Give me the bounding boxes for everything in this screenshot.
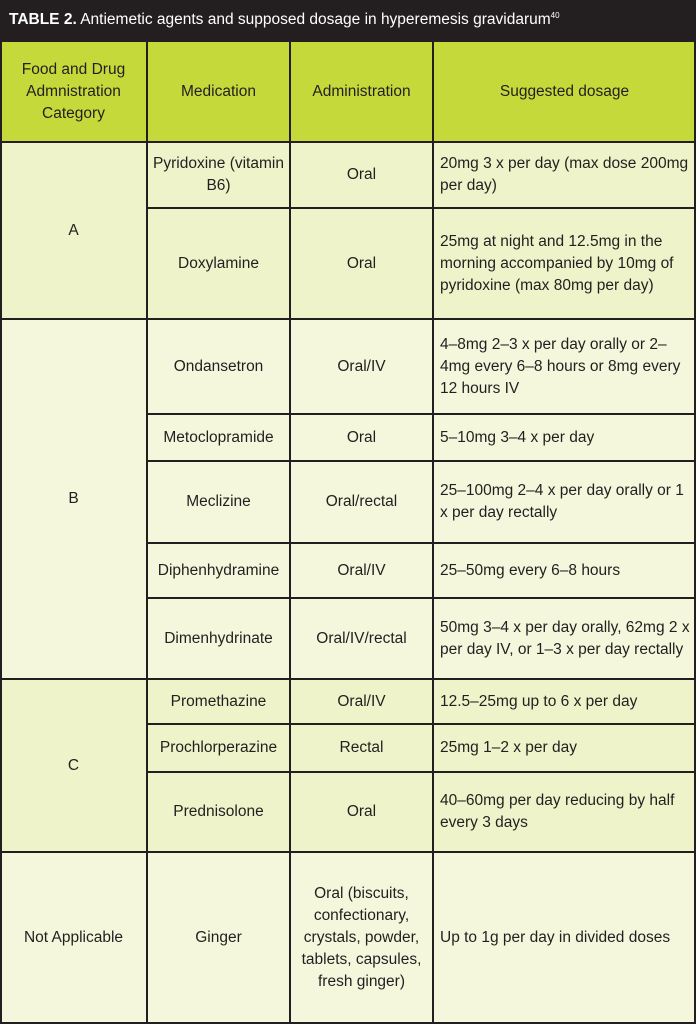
header-category: Food and Drug Admnistration Category	[0, 42, 147, 142]
header-suggested-dosage: Suggested dosage	[433, 42, 696, 142]
dosage-cell: 25mg 1–2 x per day	[440, 739, 578, 756]
header-administration: Administration	[290, 42, 433, 142]
medication-cell: Prochlorperazine	[159, 739, 278, 756]
dosage-cell: 5–10mg 3–4 x per day	[440, 428, 595, 446]
administration-cell: Oral/rectal	[325, 493, 398, 510]
column-divider	[289, 42, 291, 1024]
header-divider	[0, 141, 696, 143]
administration-cell: Oral	[346, 166, 377, 183]
category-divider	[0, 318, 696, 320]
medication-cell: Doxylamine	[178, 254, 259, 272]
dosage-table	[0, 42, 696, 1024]
medication-cell: Ginger	[195, 929, 242, 946]
table-title	[0, 0, 696, 42]
category-cell: A	[68, 221, 79, 239]
column-divider	[0, 42, 2, 1024]
administration-cell: Oral	[346, 428, 377, 446]
administration-cell: Oral	[346, 254, 377, 272]
medication-cell: Pyridoxine (vitamin B6)	[153, 155, 284, 194]
dosage-cell: 25–100mg 2–4 x per day orally or 1 x per day rectally	[440, 482, 684, 521]
dosage-cell: 25–50mg every 6–8 hours	[440, 561, 621, 579]
category-divider	[0, 678, 696, 680]
row-divider	[147, 413, 696, 415]
column-divider	[432, 42, 434, 1024]
medication-cell: Prednisolone	[173, 803, 264, 820]
dosage-cell: 4–8mg 2–3 x per day orally or 2–4mg every 6–8 hours or 8mg every 12 hours IV	[440, 335, 681, 397]
row-divider	[147, 460, 696, 462]
administration-cell: Oral (biscuits, confectionary, crystals, powder, tablets, capsules, fresh ginger)	[301, 885, 422, 990]
category-cell: Not Applicable	[23, 929, 124, 946]
administration-cell: Rectal	[339, 739, 384, 756]
row-divider	[147, 542, 696, 544]
row-divider	[147, 723, 696, 725]
administration-cell: Oral/IV	[337, 357, 386, 375]
dosage-cell: 25mg at night and 12.5mg in the morning accompanied by 10mg of pyridoxine (max 80mg per day)	[440, 232, 674, 294]
administration-cell: Oral/IV	[337, 692, 386, 710]
dosage-cell: 40–60mg per day reducing by half every 3 days	[440, 792, 675, 831]
category-divider	[0, 851, 696, 853]
medication-cell: Diphenhydramine	[157, 561, 280, 579]
administration-cell: Oral	[346, 803, 377, 820]
dosage-cell: 12.5–25mg up to 6 x per day	[440, 692, 638, 710]
medication-cell: Promethazine	[170, 692, 267, 710]
table-label: TABLE 2.	[9, 11, 77, 29]
dosage-cell: 20mg 3 x per day (max dose 200mg per day)	[440, 155, 689, 194]
administration-cell: Oral/IV/rectal	[316, 629, 407, 647]
category-cell: B	[68, 490, 79, 507]
dosage-cell: Up to 1g per day in divided doses	[440, 929, 671, 946]
table-caption: Antiemetic agents and supposed dosage in hyperemesis gravidarum	[80, 11, 551, 29]
row-divider	[147, 771, 696, 773]
administration-cell: Oral/IV	[337, 561, 386, 579]
category-cell: C	[67, 756, 80, 774]
dosage-cell: 50mg 3–4 x per day orally, 62mg 2 x per day IV, or 1–3 x per day rectally	[440, 618, 690, 658]
header-medication: Medication	[147, 42, 290, 142]
medication-cell: Metoclopramide	[163, 428, 274, 446]
column-divider	[146, 42, 148, 1024]
medication-cell: Ondansetron	[173, 357, 264, 375]
reference-number: 40	[550, 11, 560, 20]
row-divider	[147, 207, 696, 209]
row-divider	[147, 597, 696, 599]
medication-cell: Meclizine	[186, 493, 251, 510]
medication-cell: Dimenhydrinate	[164, 629, 273, 647]
